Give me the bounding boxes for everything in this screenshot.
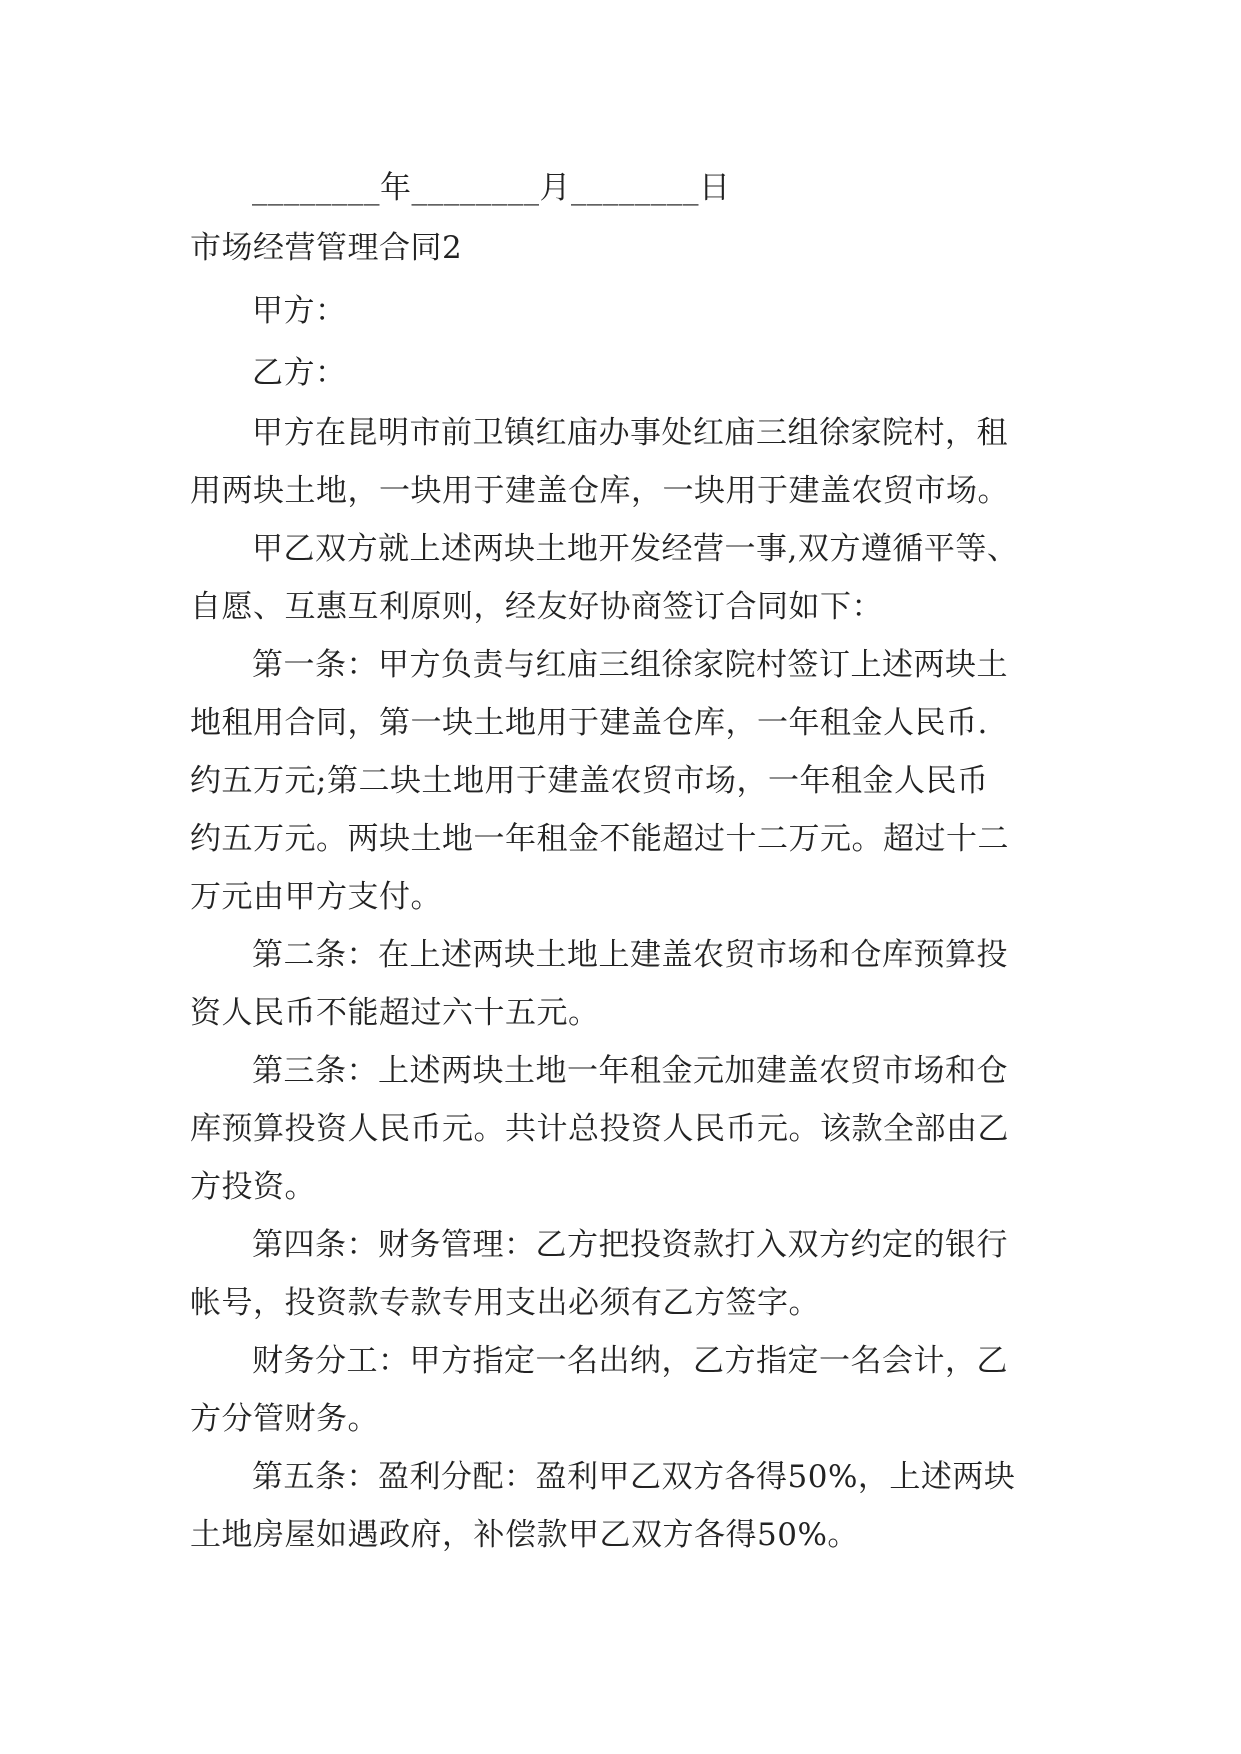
article-3 — [190, 1042, 1060, 1216]
date-line: ________年________月________日 — [252, 170, 731, 206]
paragraph-line: 库预算投资人民币元。共计总投资人民币元。该款全部由乙 — [190, 1111, 1009, 1147]
paragraph-intro-2 — [190, 520, 1060, 636]
paragraph-line: 财务分工：甲方指定一名出纳，乙方指定一名会计，乙 — [252, 1343, 1008, 1379]
paragraph-line: 方分管财务。 — [190, 1401, 379, 1437]
paragraph-line: 帐号，投资款专款专用支出必须有乙方签字。 — [190, 1285, 820, 1321]
article-5 — [190, 1448, 1060, 1564]
paragraph-intro-1 — [190, 404, 1060, 520]
paragraph-line: 地租用合同，第一块土地用于建盖仓库，一年租金人民币. — [190, 705, 988, 741]
paragraph-line: 甲乙双方就上述两块土地开发经营一事,双方遵循平等、 — [252, 531, 1019, 567]
document-title: 市场经营管理合同2 — [190, 230, 463, 266]
paragraph-line: 约五万元。两块土地一年租金不能超过十二万元。超过十二 — [190, 821, 1009, 857]
paragraph-line: 用两块土地，一块用于建盖仓库，一块用于建盖农贸市场。 — [190, 473, 1009, 509]
paragraph-line: 第三条：上述两块土地一年租金元加建盖农贸市场和仓 — [252, 1053, 1008, 1089]
finance-division — [190, 1332, 1060, 1448]
paragraph-line: 万元由甲方支付。 — [190, 879, 442, 915]
article-2 — [190, 926, 1060, 1042]
paragraph-line: 方投资。 — [190, 1169, 316, 1205]
paragraph-line: 自愿、互惠互利原则，经友好协商签订合同如下： — [190, 589, 883, 625]
document-page — [190, 160, 1060, 1564]
article-1 — [190, 636, 1060, 926]
paragraph-line: 第四条：财务管理：乙方把投资款打入双方约定的银行 — [252, 1227, 1008, 1263]
party-b-label: 乙方： — [252, 355, 347, 391]
paragraph-line: 约五万元;第二块土地用于建盖农贸市场，一年租金人民币 — [190, 763, 989, 799]
paragraph-line: 甲方在昆明市前卫镇红庙办事处红庙三组徐家院村，租 — [252, 415, 1008, 451]
paragraph-line: 土地房屋如遇政府，补偿款甲乙双方各得50%。 — [190, 1517, 859, 1553]
article-4 — [190, 1216, 1060, 1332]
party-a-label: 甲方： — [252, 293, 347, 329]
paragraph-line: 第二条：在上述两块土地上建盖农贸市场和仓库预算投 — [252, 937, 1008, 973]
paragraph-line: 资人民币不能超过六十五元。 — [190, 995, 600, 1031]
paragraph-line: 第一条：甲方负责与红庙三组徐家院村签订上述两块土 — [252, 647, 1008, 683]
paragraph-line: 第五条：盈利分配：盈利甲乙双方各得50%，上述两块 — [252, 1459, 1016, 1495]
